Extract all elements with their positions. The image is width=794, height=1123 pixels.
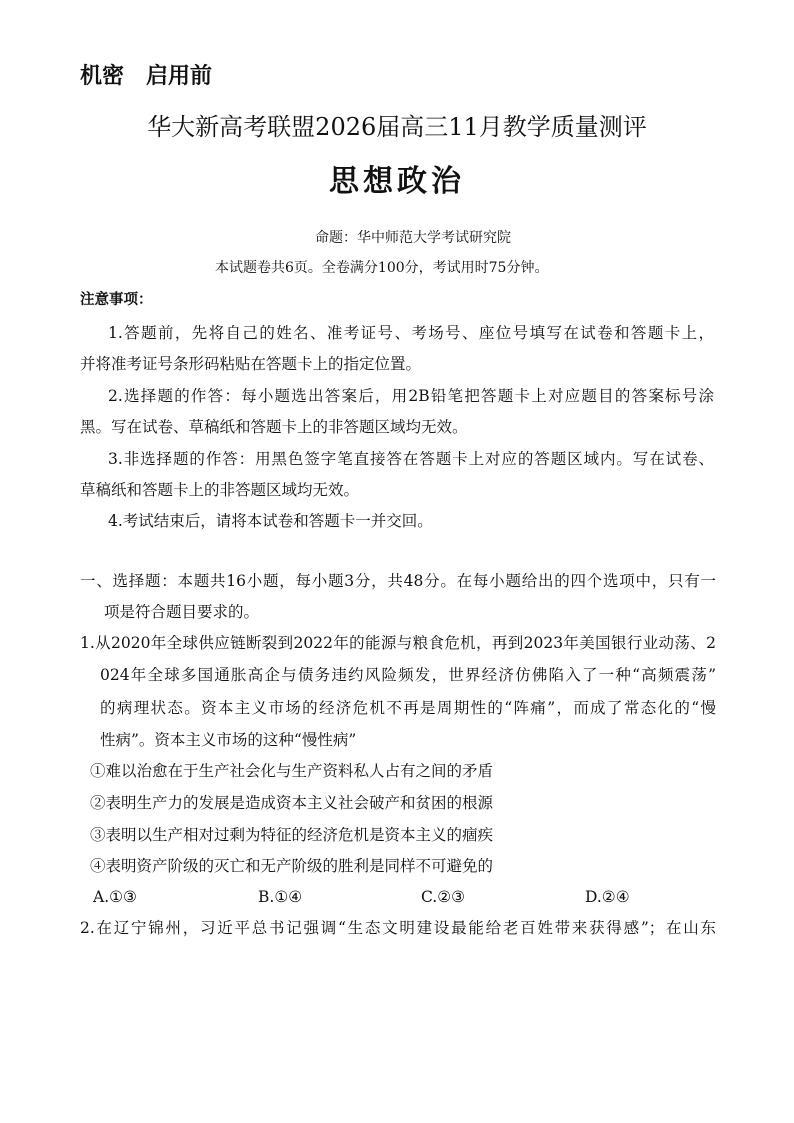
section-heading-cont: 项是符合题目要求的。 (104, 603, 260, 621)
q1-statement-2: ②表明生产力的发展是造成资本主义社会破产和贫困的根源 (90, 794, 494, 812)
q1-choice-c: C.②③ (421, 888, 466, 906)
q1-choice-d: D.②④ (585, 888, 630, 906)
author-line: 命题：华中师范大学考试研究院 (315, 230, 511, 246)
notice-item-2-cont: 黑。写在试卷、草稿纸和答题卡上的非答题区域均无效。 (80, 418, 468, 436)
q1-stem-line-2: 024年全球多国通胀高企与债务违约风险频发，世界经济仿佛陷入了一种“高频震荡” (100, 666, 716, 684)
notice-item-4: 4.考试结束后，请将本试卷和答题卡一并交回。 (108, 512, 433, 530)
notice-heading: 注意事项： (80, 291, 153, 308)
q1-choice-b: B.①④ (258, 888, 303, 906)
subject-title: 思想政治 (329, 164, 465, 199)
q1-stem-line-4: 性病”。资本主义市场的这种“慢性病” (100, 731, 357, 749)
q1-stem-line-1: 1.从2020年全球供应链断裂到2022年的能源与粮食危机，再到2023年美国银行业动荡、2 (80, 634, 716, 652)
q1-choice-a: A.①③ (93, 888, 137, 906)
confidential-label: 机密 启用前 (80, 63, 213, 89)
q2-stem-line-1: 2.在辽宁锦州，习近平总书记强调“生态文明建设最能给老百姓带来获得感”；在山东 (80, 919, 716, 937)
exam-title: 华大新高考联盟2026届高三11月教学质量测评 (147, 113, 647, 141)
notice-item-2: 2.选择题的作答：每小题选出答案后，用2B铅笔把答题卡上对应题目的答案标号涂 (108, 387, 714, 405)
q1-statement-1: ①难以治愈在于生产社会化与生产资料私人占有之间的矛盾 (90, 762, 494, 780)
q1-statement-3: ③表明以生产相对过剩为特征的经济危机是资本主义的痼疾 (90, 826, 494, 844)
notice-item-1: 1.答题前，先将自己的姓名、准考证号、考场号、座位号填写在试卷和答题卡上， (108, 324, 714, 342)
notice-item-1-cont: 并将准考证号条形码粘贴在答题卡上的指定位置。 (80, 355, 422, 373)
notice-item-3: 3.非选择题的作答：用黑色签字笔直接答在答题卡上对应的答题区域内。写在试卷、 (108, 450, 714, 468)
notice-item-3-cont: 草稿纸和答题卡上的非答题区域均无效。 (80, 481, 360, 499)
q1-stem-line-3: 的病理状态。资本主义市场的经济危机不再是周期性的“阵痛”，而成了常态化的“慢 (100, 699, 716, 717)
q1-statement-4: ④表明资产阶级的灭亡和无产阶级的胜利是同样不可避免的 (90, 857, 494, 875)
section-heading: 一、选择题：本题共16小题，每小题3分，共48分。在每小题给出的四个选项中，只有一 (80, 572, 716, 590)
exam-info: 本试题卷共6页。全卷满分100分，考试用时75分钟。 (215, 260, 549, 276)
